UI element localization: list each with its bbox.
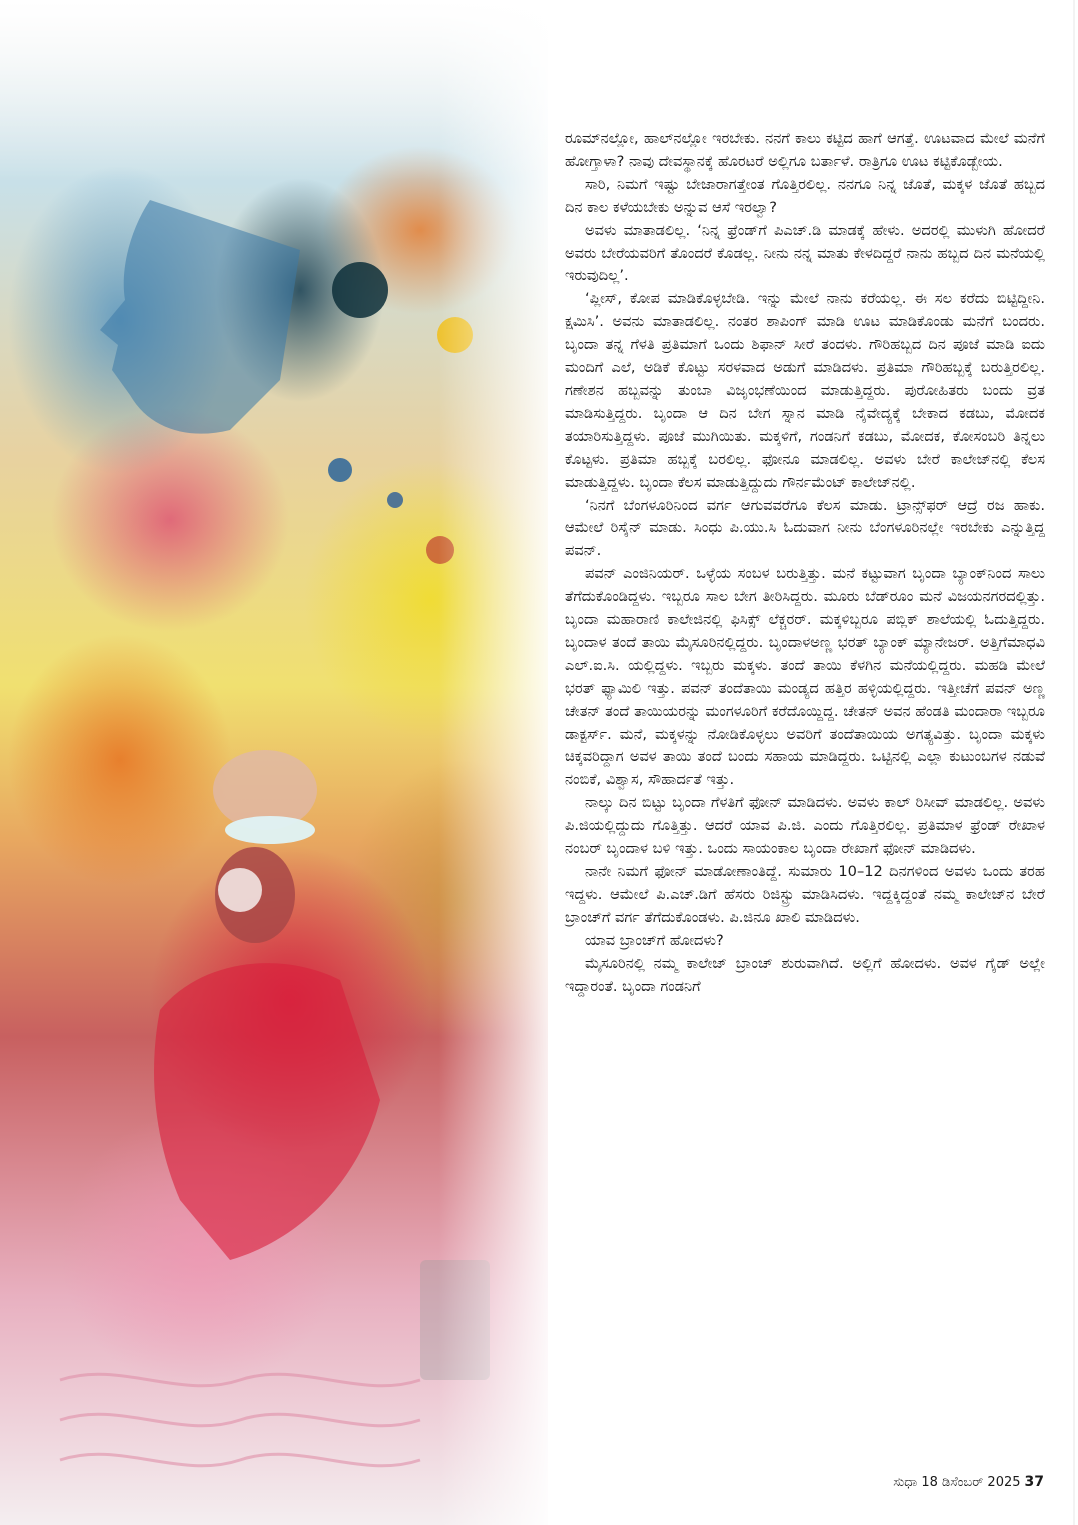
magazine-date: ಸುಧಾ 18 ಡಿಸೆಂಬರ್ 2025 xyxy=(893,1475,1021,1490)
page-footer xyxy=(820,1474,1044,1490)
article-paragraph: ರೂಮ್‌ನಲ್ಲೋ, ಹಾಲ್‌ನಲ್ಲೋ ಇರಬೇಕು. ನನಗೆ ಕಾಲು ಕಟ್ಟಿದ ಹಾಗೆ ಆಗತ್ತೆ. ಊಟವಾದ ಮೇಲೆ ಮನೆಗೆ ಹೋಗ್ತಾಳಾ? ನಾವು ದೇವಸ್ಥಾನಕ್ಕೆ ಹೊರಟರೆ ಅಲ್ಲಿಗೂ ಬರ್ತಾಳೆ. ರಾತ್ರಿಗೂ ಊಟ ಕಟ್ಟಿಕೊಡ್ಬೇಯ. xyxy=(565,130,1045,170)
article-paragraph: ಸಾರಿ, ನಿಮಗೆ ಇಷ್ಟು ಬೇಜಾರಾಗತ್ತೇಂತ ಗೊತ್ತಿರಲಿಲ್ಲ. ನನಗೂ ನಿನ್ನ ಜೊತೆ, ಮಕ್ಕಳ ಜೊತೆ ಹಬ್ಬದ ದಿನ ಕಾಲ ಕಳೆಯಬೇಕು ಅನ್ನುವ ಆಸೆ ಇರಲ್ವಾ? xyxy=(565,175,1045,216)
article-paragraph: ನಾನೇ ನಿಮಗೆ ಫೋನ್ ಮಾಡೋಣಾಂತಿದ್ದೆ. ಸುಮಾರು 10–12 ದಿನಗಳಿಂದ ಅವಳು ಒಂದು ತರಹ ಇದ್ದಳು. ಆಮೇಲೆ ಪಿ.ಎಚ್.ಡಿಗೆ ಹೆಸರು ರಿಜಿಸ್ಟ್ರು ಮಾಡಿಸಿದಳು. ಇದ್ದಕ್ಕಿದ್ದಂತೆ ನಮ್ಮ ಕಾಲೇಜ್‌ನ ಬೇರೆ ಬ್ರಾಂಚ್‌ಗೆ ವರ್ಗ ತೆಗೆದುಕೊಂಡಳು. ಪಿ.ಜಿನೂ ಖಾಲಿ ಮಾಡಿದಳು. xyxy=(565,863,1045,926)
page-number: 37 xyxy=(1024,1474,1044,1490)
page-edge xyxy=(1073,0,1075,1525)
article-paragraph: ಪವನ್ ಎಂಜಿನಿಯರ್. ಒಳ್ಳೆಯ ಸಂಬಳ ಬರುತ್ತಿತ್ತು. ಮನೆ ಕಟ್ಟುವಾಗ ಬೃಂದಾ ಬ್ಯಾಂಕ್‌ನಿಂದ ಸಾಲು ತೆಗೆದುಕೊಂಡಿದ್ದಳು. ಇಬ್ಬರೂ ಸಾಲ ಬೇಗ ತೀರಿಸಿದ್ದರು. ಮೂರು ಬೆಡ್‌ರೂಂ ಮನೆ ವಿಜಯನಗರದಲ್ಲಿತ್ತು. ಬೃಂದಾ ಮಹಾರಾಣಿ ಕಾಲೇಜಿನಲ್ಲಿ ಫಿಸಿಕ್ಸ್ ಲೆಕ್ಚರರ್. ಮಕ್ಕಳಿಬ್ಬರೂ ಪಬ್ಲಿಕ್ ಶಾಲೆಯಲ್ಲಿ ಓದುತ್ತಿದ್ದರು. ಬೃಂದಾಳ ತಂದೆ ತಾಯಿ ಮೈಸೂರಿನಲ್ಲಿದ್ದರು. ಬೃಂದಾಳಅಣ್ಣ ಭರತ್ ಬ್ಯಾಂಕ್ ಮ್ಯಾನೇಜರ್. ಅತ್ತಿಗೆಮಾಧವಿ ಎಲ್.ಐ.ಸಿ. ಯಲ್ಲಿದ್ದಳು. ಇಬ್ಬರು ಮಕ್ಕಳು. ತಂದೆ ತಾಯಿ ಕೆಳಗಿನ ಮನೆಯಲ್ಲಿದ್ದರು. ಮಹಡಿ ಮೇಲೆ ಭರತ್ ಫ್ಯಾಮಿಲಿ ಇತ್ತು. ಪವನ್ ತಂದೆತಾಯಿ ಮಂಡ್ಯದ ಹತ್ತಿರ ಹಳ್ಳಿಯಲ್ಲಿದ್ದರು. ಇತ್ತೀಚೆಗೆ ಪವನ್ ಅಣ್ಣ ಚೇತನ್ ತಂದೆ ತಾಯಿಯರನ್ನು ಮಂಗಳೂರಿಗೆ ಕರೆದೊಯ್ದಿದ್ದ. ಚೇತನ್ ಅವನ ಹೆಂಡತಿ ಮಂದಾರಾ ಇಬ್ಬರೂ ಡಾಕ್ಟರ್ಸ್. ಮನೆ, ಮಕ್ಕಳನ್ನು ನೋಡಿಕೊಳ್ಳಲು ಅವರಿಗೆ ತಂದೆತಾಯಿಯ ಅಗತ್ಯವಿತ್ತು. ಬೃಂದಾ ಮಕ್ಕಳು ಚಿಕ್ಕವರಿದ್ದಾಗ ಅವಳ ತಾಯಿ ತಂದೆ ಬಂದು ಸಹಾಯ ಮಾಡಿದ್ದರು. ಒಟ್ಟಿನಲ್ಲಿ ಎಲ್ಲಾ ಕುಟುಂಬಗಳ ನಡುವೆ ನಂಬಿಕೆ, ವಿಶ್ವಾಸ, ಸೌಹಾರ್ದತೆ ಇತ್ತು. xyxy=(565,565,1045,789)
article-paragraph: ಮೈಸೂರಿನಲ್ಲಿ ನಮ್ಮ ಕಾಲೇಜ್ ಬ್ರಾಂಚ್ ಶುರುವಾಗಿದೆ. ಅಲ್ಲಿಗೆ ಹೋದಳು. ಅವಳ ಗೈಡ್ ಅಲ್ಲೇ ಇದ್ದಾರಂತೆ. ಬೃಂದಾ ಗಂಡನಿಗೆ xyxy=(565,954,1045,995)
article-paragraph: ಯಾವ ಬ್ರಾಂಚ್‌ಗೆ ಹೋದಳು? xyxy=(585,931,724,949)
article-paragraph: ‘ಪ್ಲೀಸ್, ಕೋಪ ಮಾಡಿಕೊಳ್ಳಬೇಡಿ. ಇನ್ನು ಮೇಲೆ ನಾನು ಕರೆಯಲ್ಲ. ಈ ಸಲ ಕರೆದು ಬಿಟ್ಟಿದ್ದೀನಿ. ಕ್ಷಮಿಸಿ’. ಅವನು ಮಾತಾಡಲಿಲ್ಲ. ನಂತರ ಶಾಪಿಂಗ್ ಮಾಡಿ ಊಟ ಮಾಡಿಕೊಂಡು ಮನೆಗೆ ಬಂದರು. ಬೃಂದಾ ತನ್ನ ಗೆಳತಿ ಪ್ರತಿಮಾಗೆ ಒಂದು ಶಿಫಾನ್ ಸೀರೆ ತಂದಳು. ಗೌರಿಹಬ್ಬದ ದಿನ ಪೂಜೆ ಮಾಡಿ ಐದು ಮಂದಿಗೆ ಎಲೆ, ಅಡಿಕೆ ಕೊಟ್ಟು ಸರಳವಾದ ಅಡುಗೆ ಮಾಡಿದಳು. ಪ್ರತಿಮಾ ಗೌರಿಹಬ್ಬಕ್ಕೆ ಬರುತ್ತಿರಲಿಲ್ಲ. ಗಣೇಶನ ಹಬ್ಬವನ್ನು ತುಂಬಾ ವಿಜೃಂಭಣೆಯಿಂದ ಮಾಡುತ್ತಿದ್ದರು. ಪುರೋಹಿತರು ಬಂದು ವ್ರತ ಮಾಡಿಸುತ್ತಿದ್ದರು. ಬೃಂದಾ ಆ ದಿನ ಬೇಗ ಸ್ನಾನ ಮಾಡಿ ನೈವೇದ್ಯಕ್ಕೆ ಬೇಕಾದ ಕಡಬು, ಮೋದಕ ತಯಾರಿಸುತ್ತಿದ್ದಳು. ಪೂಜೆ ಮುಗಿಯಿತು. ಮಕ್ಕಳಿಗೆ, ಗಂಡನಿಗೆ ಕಡಬು, ಮೋದಕ, ಕೋಸಂಬರಿ ತಿನ್ನಲು ಕೊಟ್ಟಳು. ಪ್ರತಿಮಾ ಹಬ್ಬಕ್ಕೆ ಬರಲಿಲ್ಲ. ಫೋನೂ ಮಾಡಲಿಲ್ಲ. ಅವಳು ಬೇರೆ ಕಾಲೇಜ್‌ನಲ್ಲಿ ಕೆಲಸ ಮಾಡುತ್ತಿದ್ದಳು. ಬೃಂದಾ ಕೆಲಸ ಮಾಡುತ್ತಿದ್ದುದು ಗೌರ್ನಮೆಂಟ್ ಕಾಲೇಜ್‌ನಲ್ಲಿ. xyxy=(565,290,1045,491)
article-paragraph: ಅವಳು ಮಾತಾಡಲಿಲ್ಲ. ‘ನಿನ್ನ ಫ್ರೆಂಡ್‌ಗೆ ಪಿಎಚ್.ಡಿ ಮಾಡಕ್ಕೆ ಹೇಳು. ಅದರಲ್ಲಿ ಮುಳುಗಿ ಹೋದರೆ ಅವರು ಬೇರೆಯವರಿಗೆ ತೊಂದರೆ ಕೊಡಲ್ಲ. ನೀನು ನನ್ನ ಮಾತು ಕೇಳದಿದ್ದರೆ ನಾನು ಹಬ್ಬದ ದಿನ ಮನೆಯಲ್ಲಿ ಇರುವುದಿಲ್ಲ’. xyxy=(565,221,1045,285)
article-paragraph: ‘ನಿನಗೆ ಬೆಂಗಳೂರಿನಿಂದ ವರ್ಗ ಆಗುವವರೆಗೂ ಕೆಲಸ ಮಾಡು. ಟ್ರಾನ್ಸ್‌ಫರ್ ಆದ್ರೆ ರಜ ಹಾಕು. ಆಮೇಲೆ ರಿಸೈನ್ ಮಾಡು. ಸಿಂಧು ಪಿ.ಯು.ಸಿ ಓದುವಾಗ ನೀನು ಬೆಂಗಳೂರಿನಲ್ಲೇ ಇರಬೇಕು ಎನ್ನುತ್ತಿದ್ದ ಪವನ್. xyxy=(565,496,1045,560)
article-paragraph: ನಾಲ್ಕು ದಿನ ಬಿಟ್ಟು ಬೃಂದಾ ಗೆಳತಿಗೆ ಫೋನ್ ಮಾಡಿದಳು. ಅವಳು ಕಾಲ್ ರಿಸೀವ್ ಮಾಡಲಿಲ್ಲ. ಅವಳು ಪಿ.ಜಿಯಲ್ಲಿದ್ದುದು ಗೊತ್ತಿತ್ತು. ಆದರೆ ಯಾವ ಪಿ.ಜಿ. ಎಂದು ಗೊತ್ತಿರಲಿಲ್ಲ. ಪ್ರತಿಮಾಳ ಫ್ರೆಂಡ್ ರೇಖಾಳ ನಂಬರ್ ಬೃಂದಾಳ ಬಳಿ ಇತ್ತು. ಒಂದು ಸಾಯಂಕಾಲ ಬೃಂದಾ ರೇಖಾಗೆ ಫೋನ್ ಮಾಡಿದಳು. xyxy=(565,794,1045,858)
article-body xyxy=(565,128,1045,998)
